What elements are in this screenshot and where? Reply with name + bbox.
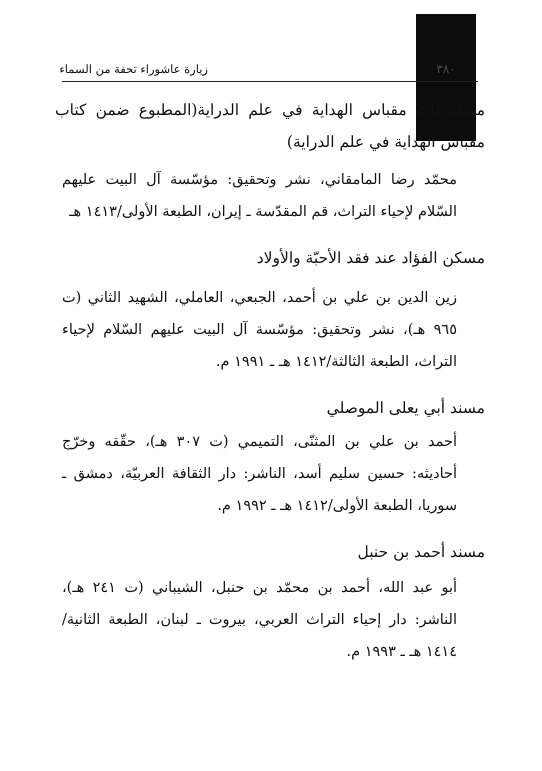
page-number: ٣٨٠ [436,62,456,76]
entry-title: مسند أحمد بن حنبل [357,543,485,561]
entry-body: أبو عبد الله، أحمد بن محمّد بن حنبل، الشيباني (ت ٢٤١ هـ)، الناشر: دار إحياء التراث العربي، بيروت ـ لبنان، الطبعة الثانية/١٤١٤ هـ ـ ١٩٩٣ م. [62,580,458,660]
entry-title: مستدركات مقباس الهداية في علم الدراية(المطبوع ضمن كتاب مقباس الهداية في علم الدراية) [55,101,485,151]
running-header-title: زيارة عاشوراء تحفة من السماء [59,62,208,76]
entry-body: محمّد رضا المامقاني، نشر وتحقيق: مؤسّسة آل البيت عليهم السّلام لإحياء التراث، قم المقدّسة ـ إيران، الطبعة الأولى/١٤١٣ هـ [62,172,457,220]
entry-title: مسند أبي يعلى الموصلي [326,399,485,417]
entry-body: زين الدين بن علي بن أحمد، الجبعي، العاملي، الشهيد الثاني (ت ٩٦٥ هـ)، نشر وتحقيق: مؤسّسة آل البيت عليهم السّلام لإحياء التراث، الطبعة الثالثة/١٤١٢ هـ ـ ١٩٩١ م. [62,290,457,370]
header-rule [62,81,478,82]
entry-title: مسكن الفؤاد عند فقد الأحبّة والأولاد [256,249,485,267]
entry-body: أحمد بن علي بن المثنّى، التميمي (ت ٣٠٧ هـ)، حقّقه وخرّج أحاديثه: حسين سليم أسد، الناشر: دار الثقافة العربيّة، دمشق ـ سوريا، الطبعة الأولى/١٤١٢ هـ ـ ١٩٩٢ م. [62,434,457,514]
